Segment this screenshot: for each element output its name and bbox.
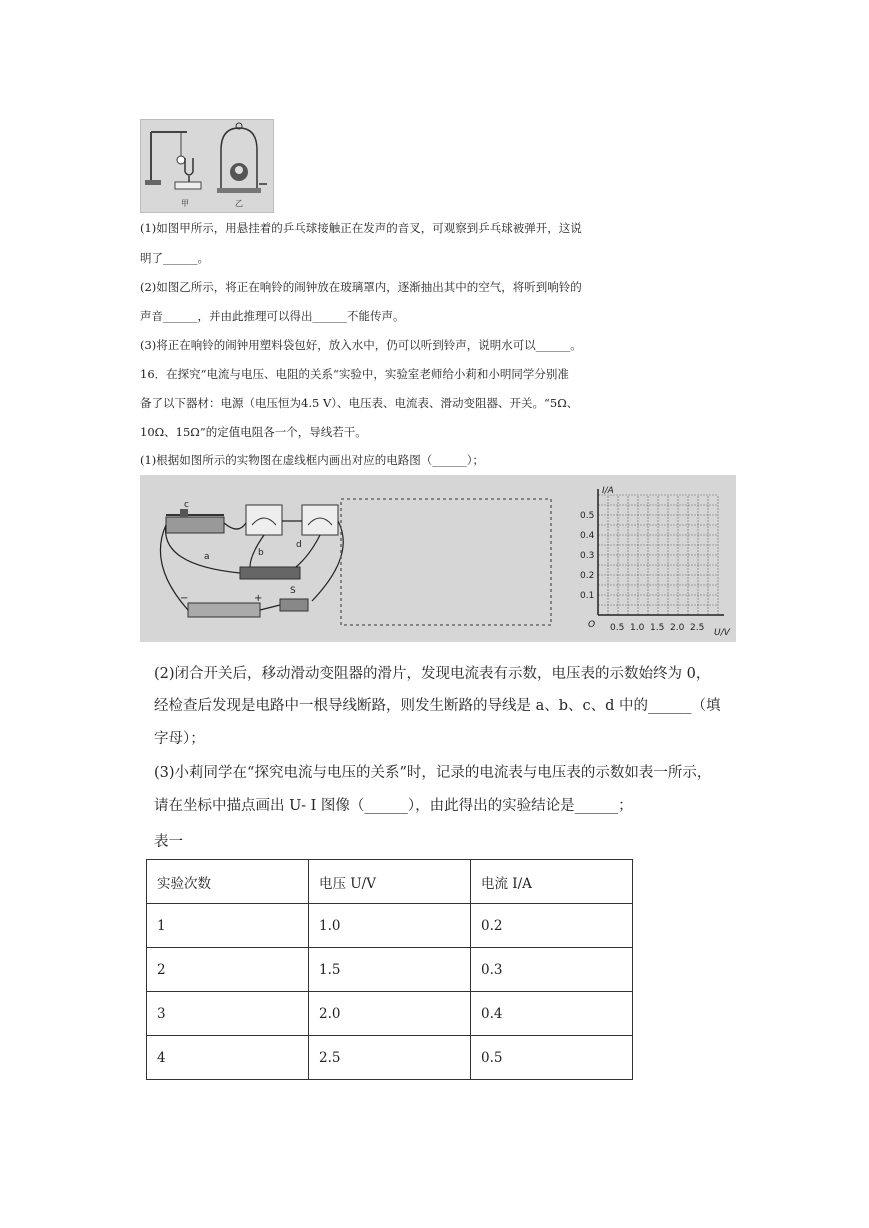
table-header-row: [147, 860, 633, 904]
wire-label-c: c: [184, 500, 189, 510]
table-header-cell: 电压 U/V: [309, 860, 471, 904]
table-cell: 3: [147, 992, 309, 1036]
y-tick-label: 0.3: [580, 551, 595, 561]
table-title: 表一: [154, 834, 183, 850]
table-cell: 0.5: [471, 1036, 633, 1080]
circuit-and-graph-figure: [140, 475, 736, 642]
question-line: 16．在探究“电流与电压、电阻的关系“实验中，实验室老师给小莉和小明同学分别准: [140, 367, 569, 381]
x-tick-label: 2.5: [690, 623, 705, 633]
origin-label: O: [588, 620, 596, 630]
data-table: [146, 859, 633, 1080]
question-line: (1)根据如图所示的实物图在虚线框内画出对应的电路图（______）；: [140, 453, 485, 467]
question-line: 声音______，并由此推理可以得出______不能传声。: [140, 309, 405, 323]
x-axis-label: U/V: [714, 628, 730, 638]
question-line: (2)如图乙所示，将正在响铃的闹钟放在玻璃罩内，逐渐抽出其中的空气，将听到响铃的: [140, 280, 582, 294]
y-tick-label: 0.1: [580, 591, 595, 601]
question-line: (1)如图甲所示，用悬挂着的乒乓球接触正在发声的音叉，可观察到乒乓球被弹开，这说: [140, 221, 582, 235]
y-tick-label: 0.2: [580, 571, 595, 581]
table-header-cell: 实验次数: [147, 860, 309, 904]
table-header-cell: 电流 I/A: [471, 860, 633, 904]
wire-label-a: a: [204, 552, 210, 562]
table-cell: 0.2: [471, 904, 633, 948]
question-line: (2)闭合开关后，移动滑动变阻器的滑片，发现电流表有示数，电压表的示数始终为 0，: [154, 666, 711, 682]
sound-experiment-figure: [140, 119, 274, 213]
table-cell: 1.5: [309, 948, 471, 992]
x-tick-label: 1.0: [630, 623, 645, 633]
y-tick-label: 0.5: [580, 511, 595, 521]
switch-label: S: [290, 586, 296, 596]
wire-label-b: b: [258, 548, 264, 558]
x-tick-label: 2.0: [670, 623, 685, 633]
question-line: (3)将正在响铃的闹钟用塑料袋包好，放入水中，仍可以听到铃声，说明水可以______。: [140, 338, 582, 352]
table-cell: 2.5: [309, 1036, 471, 1080]
table-cell: 2.0: [309, 992, 471, 1036]
table-cell: 1.0: [309, 904, 471, 948]
question-line: 字母）；: [154, 731, 205, 747]
x-tick-label: 1.5: [650, 623, 665, 633]
question-line: 经检查后发现是电路中一根导线断路，则发生断路的导线是 a、b、c、d 中的______（填: [154, 698, 721, 714]
label-yi: 乙: [235, 199, 243, 208]
y-axis-label: I/A: [602, 486, 614, 496]
battery-plus: +: [254, 593, 263, 604]
battery-minus: −: [180, 593, 189, 604]
table-cell: 0.3: [471, 948, 633, 992]
label-jia: 甲: [181, 199, 189, 208]
question-line: (3)小莉同学在“探究电流与电压的关系”时，记录的电流表与电压表的示数如表一所示，: [154, 765, 712, 781]
table-row: [147, 904, 633, 948]
wire-label-d: d: [296, 540, 302, 550]
table-cell: 0.4: [471, 992, 633, 1036]
question-line: 明了______。: [140, 251, 209, 265]
table-row: [147, 992, 633, 1036]
table-cell: 2: [147, 948, 309, 992]
table-cell: 4: [147, 1036, 309, 1080]
table-row: [147, 1036, 633, 1080]
blank-graph-grid: [598, 495, 718, 615]
table-cell: 1: [147, 904, 309, 948]
question-line: 备了以下器材：电源（电压恒为4.5 V）、电压表、电流表、滑动变阻器、开关。“5Ω、: [140, 396, 579, 410]
question-line: 请在坐标中描点画出 U- I 图像（______），由此得出的实验结论是______；: [154, 798, 633, 814]
y-tick-label: 0.4: [580, 531, 595, 541]
question-line: 10Ω、15Ω”的定值电阻各一个，导线若干。: [140, 425, 367, 439]
table-row: [147, 948, 633, 992]
x-tick-label: 0.5: [610, 623, 625, 633]
